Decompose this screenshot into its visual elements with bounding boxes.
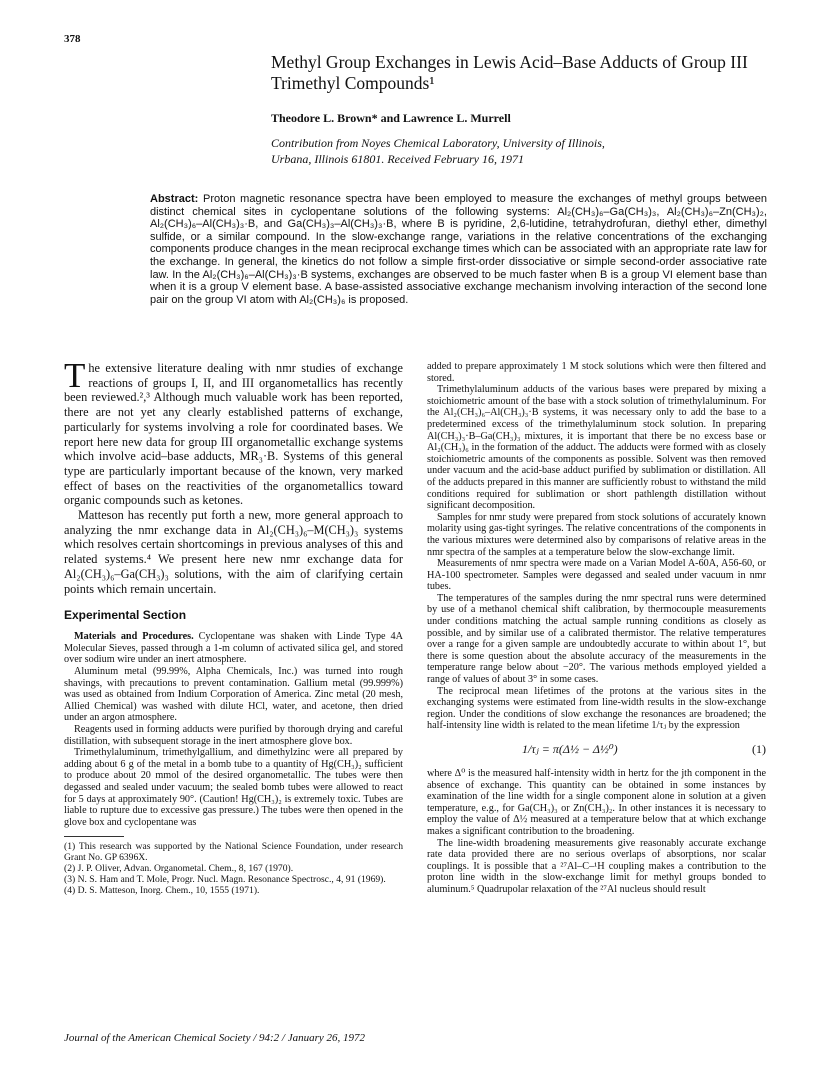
body-paragraph: Trimethylaluminum, trimethylgallium, and dimethylzinc were all prepared by adding about 6 g of the metal in a bomb tube to a quantity of Hg(CH₃)₂ sufficient to produce about 20 mmol of the desired organometallic. The tubes were then degassed and sealed under vacuum; the sealed bomb tubes were allowed to react for 5 days at approximately 90°. (Caution! Hg(CH₃)₂ is extremely toxic. Tubes are liable to rupture due to excessive gas pressure.) The tubes were then opened in the glove box and cyclopentane was [64,747,403,828]
body-paragraph: Measurements of nmr spectra were made on a Varian Model A-60A, A56-60, or HA-100 spectrometer. Samples were degassed and sealed under vacuum in nmr tubes. [427,558,766,593]
body-paragraph: Trimethylaluminum adducts of the various bases were prepared by mixing a stoichiometric amount of the base with a stock solution of trimethylaluminum. For the Al₂(CH₃)₆–Al(CH₃)₃·B systems, it was necessary only to add the base to a predetermined excess of the trimethylaluminum stock solution. In preparing Al(CH₃)₃·B–Ga(CH₃)₃ mixtures, it is important that there be no excess base or Al₂(CH₃)₆ in the formation of the adduct. The adducts were formed with as closely stoichiometric amounts of the components as possible. Solvent was then removed under vacuum and the acid-base adduct purified by sublimation or distillation. All of the adducts prepared in this manner are sufficiently robust to withstand the mild conditions required for sublimation or short pathlength distillation without significant decomposition. [427,384,766,512]
section-heading: Experimental Section [64,608,187,623]
intro-paragraph-1 [64,356,403,508]
drop-cap: T [64,356,86,395]
footnote: (4) D. S. Matteson, Inorg. Chem., 10, 1555 (1971). [64,885,260,897]
materials-text: Cyclopentane was shaken with Linde Type 4A Molecular Sieves, passed through a 1-m column of activated silica gel, and stored over sodium wire under an inert atmosphere. [64,631,403,666]
article-title: Methyl Group Exchanges in Lewis Acid–Base Adducts of Group III Trimethyl Compounds¹ [271,52,748,93]
body-paragraph: Aluminum metal (99.99%, Alpha Chemicals, Inc.) was turned into rough shavings, with precautions to prevent contamination. Gallium metal (99.999%) was used as obtained from Indium Corporation of America. Zinc metal (20 mesh, Allied Chemical) was washed with dilute HCl, water, and acetone, then dried under an argon atmosphere. [64,666,403,724]
abstract-text: Proton magnetic resonance spectra have been employed to measure the exchanges of methyl groups between distinct chemical sites in cyclopentane solutions of the following systems: Al₂(CH₃)₆–Ga(CH₃)₃, Al₂(CH₃)₆–Zn(CH₃)₂, Al₂(CH₃)₆–Al(CH₃)₃·B, and Ga(CH₃)₃–Al(CH₃)₃·B, where B is pyridine, 2,6-lutidine, tetrahydrofuran, diethyl ether, dimethyl sulfide, or a similar compound. In the slow-exchange range, variations in the relative concentrations of the exchanging components produce changes in the mean reciprocal exchange times which can be associated with an appropriate rate law for the exchange. In general, the kinetics do not follow a simple first-order dissociative or simple second-order associative rate law. In the Al₂(CH₃)₆–Al(CH₃)₃·B systems, exchanges are observed to be much faster when B is a group VI element base than when it is a group V element base. A base-assisted associative exchange mechanism involving interaction of the second lone pair on the group VI atom with Al₂(CH₃)₆ is proposed. [150,193,767,306]
left-column [64,356,403,897]
body-paragraph: Reagents used in forming adducts were purified by thorough drying and careful distillation, with subsequent storage in the inert atmosphere glove box. [64,724,403,747]
author-line: Theodore L. Brown* and Lawrence L. Murrell [271,111,511,125]
body-paragraph: The line-width broadening measurements give reasonably accurate exchange rate data provided there are no serious overlaps of absorptions, nor scalar couplings. It is possible that a ²⁷Al–C–¹H coupling makes a contribution to the proton line width in the slow-exchange limit for methyl groups bonded to aluminum.⁵ Quadrupolar relaxation of the ²⁷Al nucleus should result [427,837,766,895]
journal-footer: Journal of the American Chemical Society / 94:2 / January 26, 1972 [64,1032,366,1044]
intro-paragraph-2: Matteson has recently put forth a new, more general approach to analyzing the nmr exchange data in Al₂(CH₃)₆–M(CH₃)₃ systems which resolves certain shortcomings in previous analyses of this and related systems.⁴ We present here new nmr exchange data for Al₂(CH₃)₆–Ga(CH₃)₃ solutions, with the aim of clarifying certain points which remain uncertain. [64,508,403,596]
runin-heading: Materials and Procedures. [74,631,194,643]
body-paragraph: Samples for nmr study were prepared from stock solutions of accurately known molarity using gas-tight syringes. The relative concentrations of the components in the various mixtures were determined also by comparisons of relative areas in the nmr spectra of the samples at a temperature below the slow-exchange limit. [427,511,766,558]
materials-paragraph [64,631,403,666]
affiliation [271,135,791,167]
body-paragraph: where Δ⁰ is the measured half-intensity width in hertz for the jth component in the absence of exchange. This quantity can be obtained in some instances by examination of the line width for a single component alone in solution at a given temperature, e.g., for Ga(CH₃)₃ or Zn(CH₃)₂. In other instances it is necessary to employ the value of Δ½ measured at a temperature below that at which exchange makes a significant contribution to the broadening. [427,768,766,837]
right-column [427,361,766,896]
footnote: (3) N. S. Ham and T. Mole, Progr. Nucl. Magn. Resonance Spectrosc., 4, 91 (1969). [64,874,386,886]
abstract-label: Abstract: [150,193,199,205]
body-paragraph: added to prepare approximately 1 M stock solutions which were then filtered and stored. [427,361,766,384]
footnote-divider [64,836,124,837]
affiliation-line-2: Urbana, Illinois 61801. Received February 16, 1971 [271,152,524,166]
affiliation-line-1: Contribution from Noyes Chemical Laboratory, University of Illinois, [271,136,605,150]
page-number: 378 [64,33,81,45]
body-paragraph: The temperatures of the samples during the nmr spectral runs were determined by use of a methanol chemical shift calibration, by thermocouple measurements under conditions matching the actual sample running conditions as closely as possible, and by similar use of a calibrated thermistor. The relative temperatures over a range for a given sample are undoubtedly accurate to within about 1°, but there is some question about the absolute accuracy of the measurements in the temperature range below about −20°. The various methods employed yielded a range of values of about 3° in some cases. [427,592,766,686]
equation-1 [427,742,766,758]
intro-text-1: he extensive literature dealing with nmr studies of exchange reactions of groups I, II, and III organometallics has recently been reviewed.²,³ Although much valuable work has been reported, there are not yet any clearly established patterns of exchange, particularly for systems involving a role for coordinated bases. We report here new data for group III organometallic exchange systems which involve acid–base adducts, MR₃·B. Systems of this general type are particularly important because of the known, very marked effect of bases on the reactivities of the organometallics toward organic compounds such as ketones. [64,361,403,508]
equation-number: (1) [752,742,766,756]
equation-expression: 1/τⱼ = π(Δ½ − Δ½⁰) [522,742,618,756]
body-paragraph: The reciprocal mean lifetimes of the protons at the various sites in the exchanging systems were estimated from line-width results in the slow-exchange region. Under the conditions of slow exchange the resonances are broadened; the half-intensity line width is related to the mean lifetime 1/τⱼ by the expression [427,685,766,732]
abstract [150,193,767,306]
footnote: (1) This research was supported by the National Science Foundation, under research Grant No. GP 6396X. [64,841,403,864]
footnote: (2) J. P. Oliver, Advan. Organometal. Chem., 8, 167 (1970). [64,863,294,875]
